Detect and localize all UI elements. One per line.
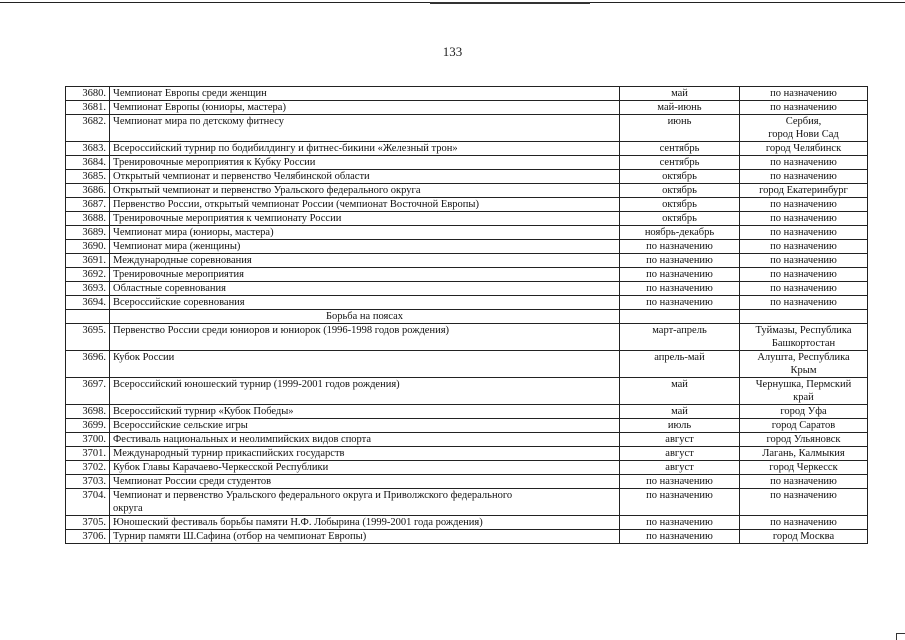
event-place: Чернушка, Пермский край	[740, 378, 868, 405]
event-date: май	[620, 378, 740, 405]
event-date: октябрь	[620, 170, 740, 184]
event-date: май	[620, 87, 740, 101]
event-name: Кубок России	[110, 351, 620, 378]
event-date: октябрь	[620, 184, 740, 198]
table-row	[66, 351, 868, 378]
event-place: город Челябинск	[740, 142, 868, 156]
event-name: Чемпионат России среди студентов	[110, 475, 620, 489]
event-number: 3703.	[66, 475, 110, 489]
event-place: город Москва	[740, 530, 868, 544]
page-number: 133	[442, 44, 463, 59]
table-row	[66, 142, 868, 156]
table-row	[66, 296, 868, 310]
event-name: Всероссийские соревнования	[110, 296, 620, 310]
event-place: по назначению	[740, 170, 868, 184]
event-date: август	[620, 461, 740, 475]
table-row	[66, 419, 868, 433]
event-date: по назначению	[620, 296, 740, 310]
event-date: октябрь	[620, 212, 740, 226]
event-number: 3689.	[66, 226, 110, 240]
event-place: по назначению	[740, 156, 868, 170]
event-place: по назначению	[740, 198, 868, 212]
table-row	[66, 268, 868, 282]
table-row	[66, 254, 868, 268]
event-number: 3684.	[66, 156, 110, 170]
event-number: 3687.	[66, 198, 110, 212]
event-place: по назначению	[740, 516, 868, 530]
event-name: Открытый чемпионат и первенство Челябинской области	[110, 170, 620, 184]
event-number: 3691.	[66, 254, 110, 268]
event-number: 3682.	[66, 115, 110, 142]
section-header-row	[66, 310, 868, 324]
section-title: Борьба на поясах	[110, 310, 620, 324]
event-number: 3702.	[66, 461, 110, 475]
table-row	[66, 184, 868, 198]
event-number: 3697.	[66, 378, 110, 405]
table-row	[66, 115, 868, 142]
table-row	[66, 101, 868, 115]
event-name: Тренировочные мероприятия к Кубку России	[110, 156, 620, 170]
table-row	[66, 475, 868, 489]
event-date: октябрь	[620, 198, 740, 212]
table-row	[66, 156, 868, 170]
table-row	[66, 461, 868, 475]
event-place	[740, 310, 868, 324]
event-number: 3685.	[66, 170, 110, 184]
table-row	[66, 240, 868, 254]
event-date: по назначению	[620, 530, 740, 544]
event-name: Чемпионат и первенство Уральского федерального округа и Приволжского федерального округа	[110, 489, 620, 516]
event-name: Чемпионат мира (женщины)	[110, 240, 620, 254]
event-number: 3696.	[66, 351, 110, 378]
event-name: Открытый чемпионат и первенство Уральского федерального округа	[110, 184, 620, 198]
event-place: по назначению	[740, 212, 868, 226]
event-place: город Саратов	[740, 419, 868, 433]
event-number: 3699.	[66, 419, 110, 433]
event-name: Международные соревнования	[110, 254, 620, 268]
event-place: по назначению	[740, 240, 868, 254]
event-date: по назначению	[620, 475, 740, 489]
event-name: Первенство России среди юниоров и юниорок (1996-1998 годов рождения)	[110, 324, 620, 351]
table-row	[66, 282, 868, 296]
event-place: по назначению	[740, 254, 868, 268]
table-row	[66, 405, 868, 419]
event-number: 3690.	[66, 240, 110, 254]
events-table	[65, 86, 868, 544]
event-place: Лагань, Калмыкия	[740, 447, 868, 461]
event-date: по назначению	[620, 254, 740, 268]
table-row	[66, 447, 868, 461]
event-place: по назначению	[740, 296, 868, 310]
event-number: 3680.	[66, 87, 110, 101]
event-number: 3704.	[66, 489, 110, 516]
table-row	[66, 489, 868, 516]
event-number: 3700.	[66, 433, 110, 447]
scan-corner-mark	[896, 633, 905, 640]
event-number: 3693.	[66, 282, 110, 296]
event-number: 3686.	[66, 184, 110, 198]
event-name: Чемпионат Европы (юниоры, мастера)	[110, 101, 620, 115]
event-name: Чемпионат Европы среди женщин	[110, 87, 620, 101]
event-name: Чемпионат мира по детскому фитнесу	[110, 115, 620, 142]
table-row	[66, 212, 868, 226]
event-number: 3681.	[66, 101, 110, 115]
event-number	[66, 310, 110, 324]
event-name: Первенство России, открытый чемпионат России (чемпионат Восточной Европы)	[110, 198, 620, 212]
table-row	[66, 324, 868, 351]
table-row	[66, 516, 868, 530]
event-date: август	[620, 447, 740, 461]
event-date: по назначению	[620, 240, 740, 254]
event-place: город Екатеринбург	[740, 184, 868, 198]
event-place: по назначению	[740, 101, 868, 115]
table-row	[66, 530, 868, 544]
event-date: май-июнь	[620, 101, 740, 115]
event-place: по назначению	[740, 226, 868, 240]
event-date: сентябрь	[620, 156, 740, 170]
event-number: 3701.	[66, 447, 110, 461]
table-row	[66, 433, 868, 447]
event-place: по назначению	[740, 87, 868, 101]
event-number: 3698.	[66, 405, 110, 419]
event-name: Всероссийский турнир по бодибилдингу и фитнес-бикини «Железный трон»	[110, 142, 620, 156]
event-date: сентябрь	[620, 142, 740, 156]
event-date	[620, 310, 740, 324]
event-number: 3695.	[66, 324, 110, 351]
events-table-body	[66, 87, 868, 544]
event-date: по назначению	[620, 516, 740, 530]
event-place: город Уфа	[740, 405, 868, 419]
table-row	[66, 378, 868, 405]
event-date: июнь	[620, 115, 740, 142]
event-date: ноябрь-декабрь	[620, 226, 740, 240]
event-place: город Черкесск	[740, 461, 868, 475]
event-name: Фестиваль национальных и неолимпийских видов спорта	[110, 433, 620, 447]
event-name: Тренировочные мероприятия к чемпионату России	[110, 212, 620, 226]
event-place: Алушта, Республика Крым	[740, 351, 868, 378]
event-date: по назначению	[620, 489, 740, 516]
table-row	[66, 87, 868, 101]
event-date: март-апрель	[620, 324, 740, 351]
event-name: Тренировочные мероприятия	[110, 268, 620, 282]
table-row	[66, 226, 868, 240]
event-place: по назначению	[740, 268, 868, 282]
event-place: Туймазы, Республика Башкортостан	[740, 324, 868, 351]
event-name: Кубок Главы Карачаево-Черкесской Республики	[110, 461, 620, 475]
event-name: Всероссийский юношеский турнир (1999-2001 годов рождения)	[110, 378, 620, 405]
event-name: Областные соревнования	[110, 282, 620, 296]
event-name: Всероссийские сельские игры	[110, 419, 620, 433]
event-date: по назначению	[620, 282, 740, 296]
table-row	[66, 198, 868, 212]
table-row	[66, 170, 868, 184]
event-name: Турнир памяти Ш.Сафина (отбор на чемпионат Европы)	[110, 530, 620, 544]
event-place: по назначению	[740, 282, 868, 296]
event-date: май	[620, 405, 740, 419]
event-date: август	[620, 433, 740, 447]
event-number: 3706.	[66, 530, 110, 544]
event-name: Юношеский фестиваль борьбы памяти Н.Ф. Лобырина (1999-2001 года рождения)	[110, 516, 620, 530]
event-number: 3694.	[66, 296, 110, 310]
event-number: 3692.	[66, 268, 110, 282]
event-number: 3705.	[66, 516, 110, 530]
event-name: Всероссийский турнир «Кубок Победы»	[110, 405, 620, 419]
event-name: Чемпионат мира (юниоры, мастера)	[110, 226, 620, 240]
event-place: Сербия, город Нови Сад	[740, 115, 868, 142]
event-place: город Ульяновск	[740, 433, 868, 447]
event-number: 3688.	[66, 212, 110, 226]
event-place: по назначению	[740, 489, 868, 516]
top-scan-rule	[0, 2, 905, 3]
event-date: июль	[620, 419, 740, 433]
event-date: по назначению	[620, 268, 740, 282]
event-place: по назначению	[740, 475, 868, 489]
event-name: Международный турнир прикаспийских государств	[110, 447, 620, 461]
event-number: 3683.	[66, 142, 110, 156]
event-date: апрель-май	[620, 351, 740, 378]
